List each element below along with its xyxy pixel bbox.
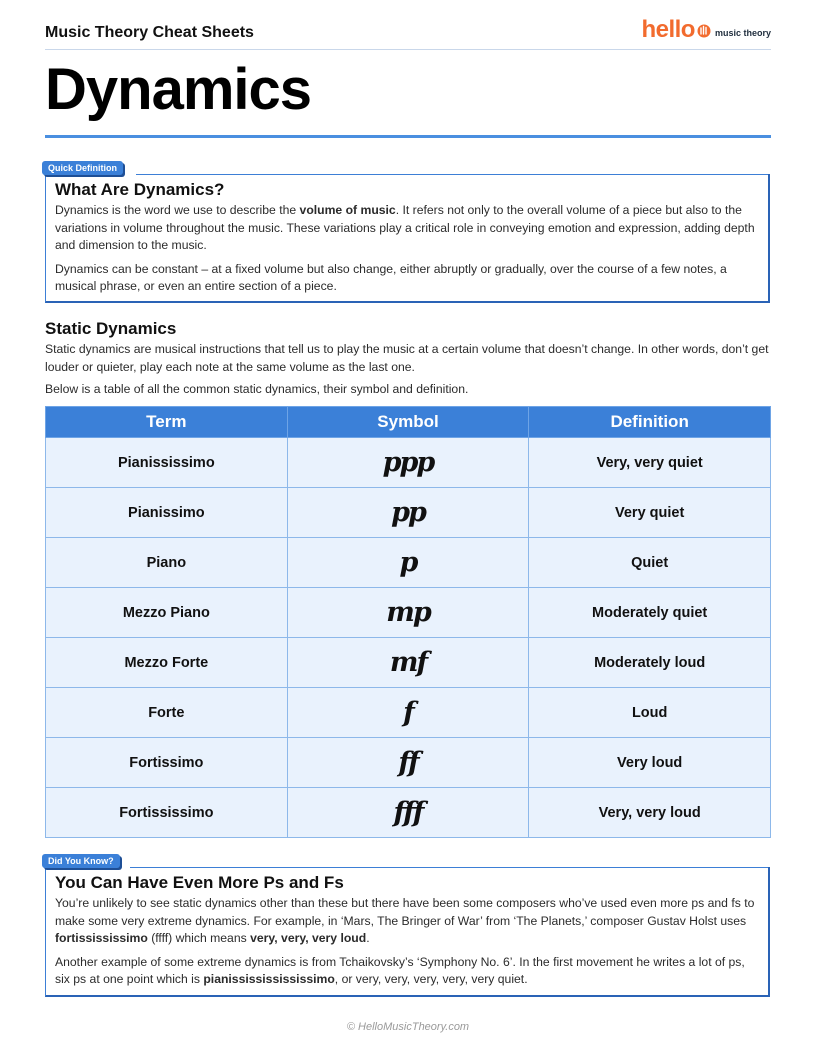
did-you-know-heading: You Can Have Even More Ps and Fs <box>55 873 344 892</box>
term-cell: Mezzo Piano <box>46 588 288 638</box>
logo-hand-icon <box>696 22 712 38</box>
static-dynamics-intro: Static dynamics are musical instructions that tell us to play the music at a certain volume that doesn’t change. In other words, don’t get louder or quieter, play each note at the same volume as the last one. <box>45 342 769 374</box>
definition-cell: Moderately quiet <box>529 588 771 638</box>
symbol-cell: ff <box>287 738 529 788</box>
callout-top-border <box>136 174 768 175</box>
quick-definition-tag: Quick Definition <box>42 161 123 175</box>
table-header-row <box>46 407 771 438</box>
text-run: Another example of some extreme dynamics is from Tchaikovsky’s ‘Symphony No. 6’. In the first movement he writes a lot of ps, six ps at one point which is <box>55 954 745 986</box>
text-run: Dynamics is the word we use to describe the <box>55 203 300 217</box>
definition-cell: Very quiet <box>529 488 771 538</box>
dynamics-table <box>45 406 771 838</box>
term-cell: Pianissimo <box>46 488 288 538</box>
text-run: , or very, very, very, very, very quiet. <box>334 972 528 986</box>
page-header <box>45 18 771 50</box>
logo-subtitle: music theory <box>714 28 771 38</box>
symbol-cell: mp <box>287 588 529 638</box>
symbol-cell: pp <box>287 488 529 538</box>
page-title: Dynamics <box>45 57 312 122</box>
bold-term: very, very, very loud <box>250 931 367 945</box>
text-run: (ffff) which means <box>147 931 251 945</box>
definition-cell: Very loud <box>529 738 771 788</box>
logo[interactable] <box>641 16 771 44</box>
table-row <box>46 638 771 688</box>
logo-wordmark: hello <box>641 16 695 43</box>
term-cell: Fortississimo <box>46 788 288 838</box>
table-intro: Below is a table of all the common static dynamics, their symbol and definition. <box>45 382 469 396</box>
symbol-cell: fff <box>287 788 529 838</box>
series-title: Music Theory Cheat Sheets <box>45 24 254 41</box>
bold-term: fortissississimo <box>55 931 148 945</box>
title-divider <box>45 135 771 138</box>
footer-copyright: © HelloMusicTheory.com <box>346 1021 470 1033</box>
did-you-know-paragraph-2 <box>55 954 758 989</box>
did-you-know-paragraph-1 <box>55 895 758 948</box>
definition-cell: Very, very loud <box>529 788 771 838</box>
callout-top-border <box>130 867 768 868</box>
term-cell: Piano <box>46 538 288 588</box>
column-header-definition: Definition <box>529 407 771 438</box>
column-header-term: Term <box>46 407 288 438</box>
symbol-cell: f <box>287 688 529 738</box>
static-dynamics-heading: Static Dynamics <box>45 319 177 338</box>
table-row <box>46 688 771 738</box>
symbol-cell: mf <box>287 638 529 688</box>
quick-definition-paragraph-2: Dynamics can be constant – at a fixed volume but also change, either abruptly or gradually, over the course of a few notes, a musical phrase, or even an entire section of a piece. <box>55 261 727 293</box>
term-cell: Forte <box>46 688 288 738</box>
did-you-know-tag: Did You Know? <box>42 854 120 868</box>
term-cell: Fortissimo <box>46 738 288 788</box>
definition-cell: Quiet <box>529 538 771 588</box>
quick-definition-box <box>45 163 770 303</box>
symbol-cell: p <box>287 538 529 588</box>
table-row <box>46 538 771 588</box>
term-cell: Pianississimo <box>46 438 288 488</box>
did-you-know-box <box>45 856 770 997</box>
table-row <box>46 738 771 788</box>
text-run: You’re unlikely to see static dynamics other than these but there have been some composers who’ve used even more ps and fs to make some very extreme dynamics. For example, in ‘Mars, The Bringer of War’ from ‘The Planets,’ composer Gustav Holst uses <box>55 896 755 928</box>
bold-term: volume of music <box>299 203 396 217</box>
definition-cell: Moderately loud <box>529 638 771 688</box>
quick-definition-heading: What Are Dynamics? <box>55 180 225 199</box>
definition-cell: Very, very quiet <box>529 438 771 488</box>
definition-cell: Loud <box>529 688 771 738</box>
term-cell: Mezzo Forte <box>46 638 288 688</box>
column-header-symbol: Symbol <box>287 407 529 438</box>
text-run: . <box>366 931 370 945</box>
bold-term: pianissississississimo <box>203 972 335 986</box>
table-row <box>46 438 771 488</box>
table-row <box>46 588 771 638</box>
quick-definition-paragraph-1 <box>55 202 758 255</box>
symbol-cell: ppp <box>287 438 529 488</box>
table-row <box>46 488 771 538</box>
table-row <box>46 788 771 838</box>
text-run: . It refers not only to the overall volume of a piece but also to the variations in volume throughout the music. These variations play a critical role in conveying emotion and expression, adding depth and dimension to the music. <box>55 203 755 252</box>
